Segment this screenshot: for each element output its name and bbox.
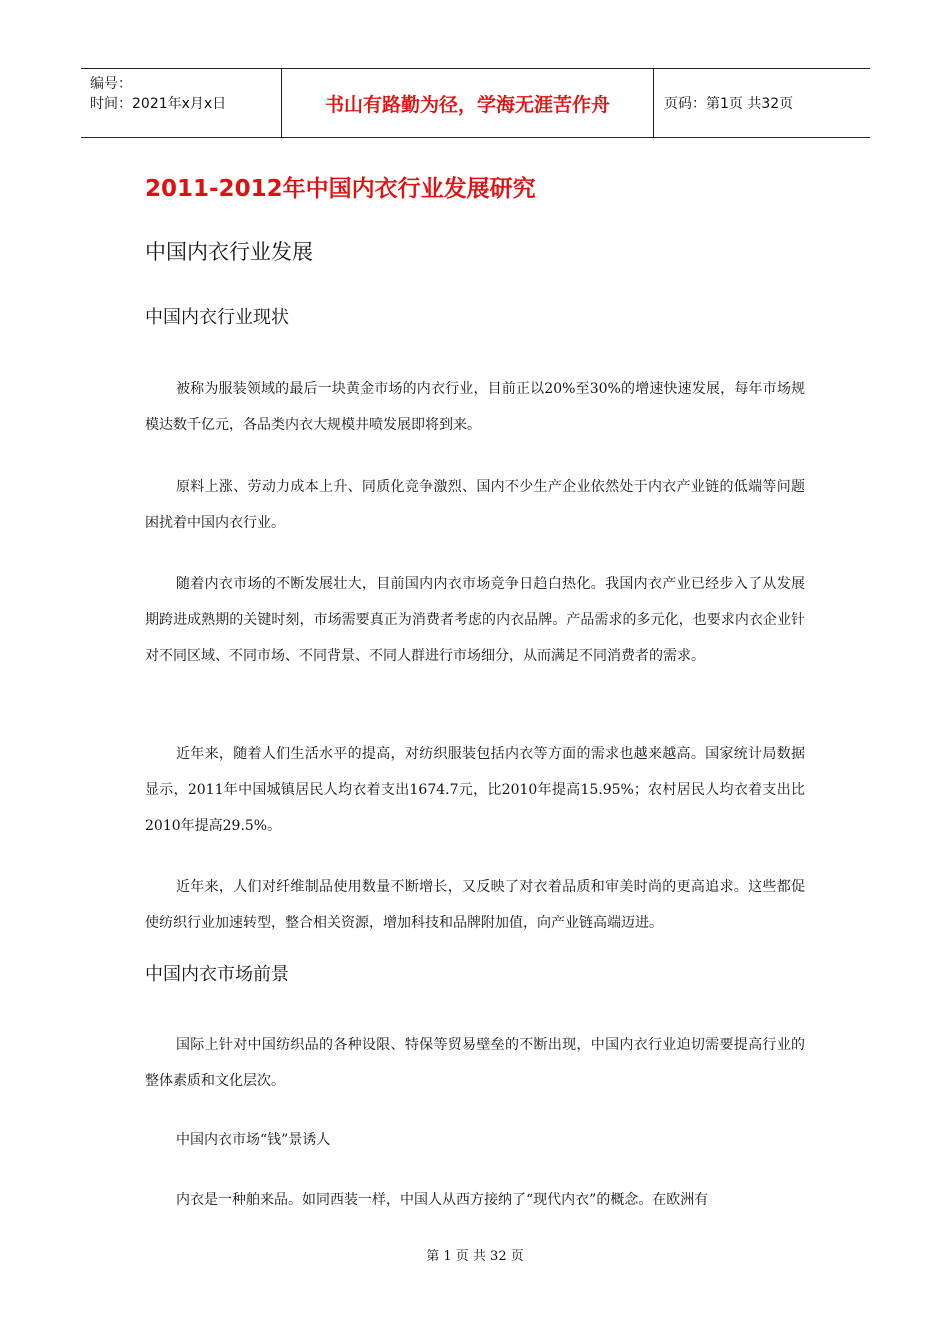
- paragraph: 随着内衣市场的不断发展壮大，目前国内内衣市场竞争日趋白热化。我国内衣产业已经步入了从发展期跨进成熟期的关键时刻，市场需要真正为消费者考虑的内衣品牌。产品需求的多元化，也要求内衣企业针对不同区域、不同市场、不同背景、不同人群进行市场细分，从而满足不同消费者的需求。: [145, 576, 805, 664]
- paragraph: 近年来，人们对纤维制品使用数量不断增长，又反映了对衣着品质和审美时尚的更高追求。这些都促使纺织行业加速转型，整合相关资源，增加科技和品牌附加值，向产业链高端迈进。: [145, 879, 805, 931]
- subsection-heading-status: 中国内衣行业现状: [145, 307, 289, 328]
- paragraph: 被称为服装领域的最后一块黄金市场的内衣行业，目前正以20%至30%的增速快速发展，每年市场规模达数千亿元，各品类内衣大规模井喷发展即将到来。: [145, 381, 805, 433]
- paragraph: 国际上针对中国纺织品的各种设限、特保等贸易壁垒的不断出现，中国内衣行业迫切需要提高行业的整体素质和文化层次。: [145, 1037, 805, 1089]
- document-date-label: 时间：2021年x月x日: [90, 96, 227, 112]
- page-footer: 第 1 页 共 32 页: [426, 1249, 524, 1264]
- document-number-label: 编号：: [90, 76, 132, 92]
- paragraph: 近年来，随着人们生活水平的提高，对纺织服装包括内衣等方面的需求也越来越高。国家统计局数据显示，2011年中国城镇居民人均衣着支出1674.7元，比2010年提高15.95%；农村居民人均衣着支出比2010年提高29.5%。: [145, 746, 805, 834]
- header-page-code: 页码：第1页 共32页: [664, 96, 794, 112]
- page-header: [81, 68, 870, 138]
- paragraph: 原料上涨、劳动力成本上升、同质化竞争激烈、国内不少生产企业依然处于内衣产业链的低端等问题困扰着中国内衣行业。: [145, 479, 805, 531]
- section-heading: 中国内衣行业发展: [145, 240, 313, 264]
- header-motto: 书山有路勤为径，学海无涯苦作舟: [282, 69, 654, 137]
- paragraph: 内衣是一种舶来品。如同西装一样，中国人从西方接纳了“现代内衣”的概念。在欧洲有: [176, 1192, 709, 1208]
- document-title: 2011-2012年中国内衣行业发展研究: [145, 176, 536, 202]
- paragraph: 中国内衣市场“钱”景诱人: [176, 1132, 331, 1148]
- subsection-heading-outlook: 中国内衣市场前景: [145, 964, 289, 985]
- header-meta-cell: [81, 69, 282, 137]
